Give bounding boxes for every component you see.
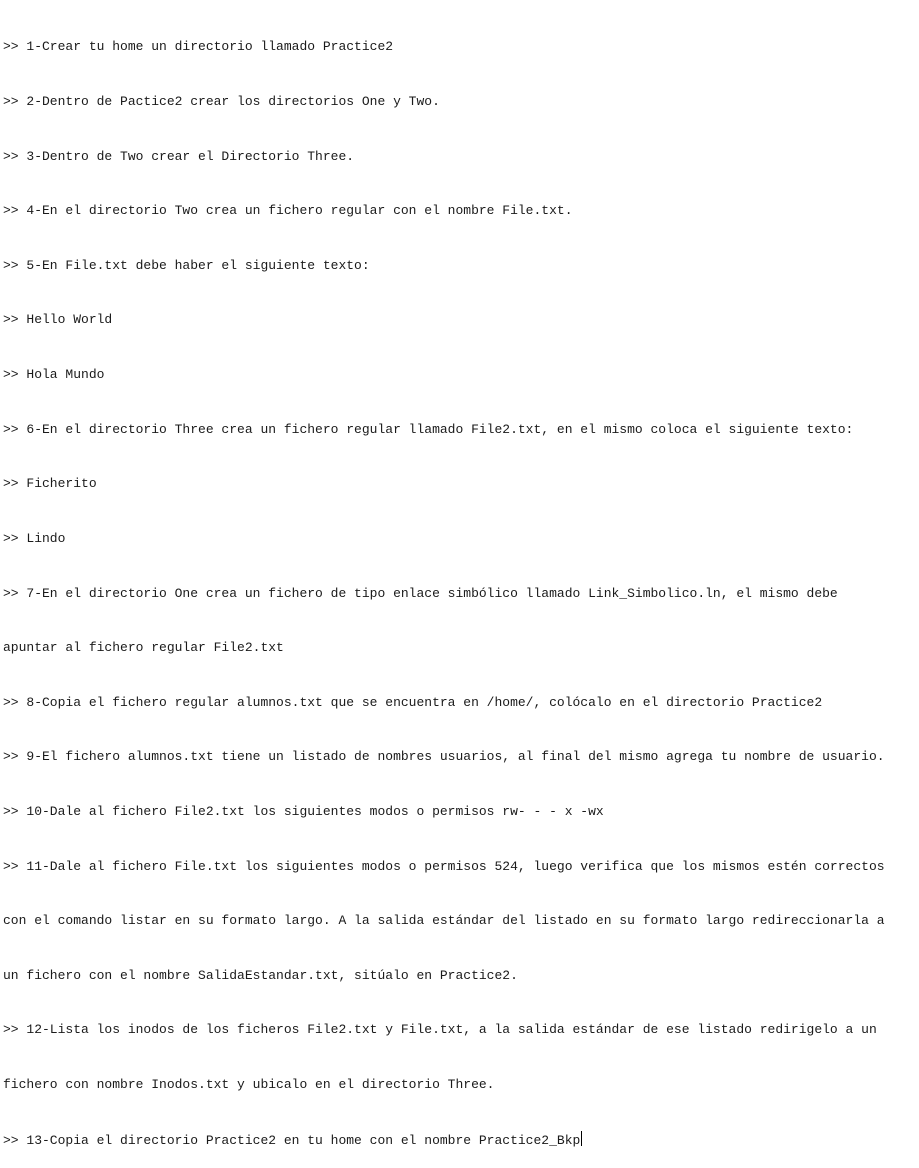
terminal-line: >> 5-En File.txt debe haber el siguiente texto: [3, 257, 370, 273]
terminal-line: >> Lindo [3, 530, 66, 546]
terminal-line: apuntar al fichero regular File2.txt [3, 640, 284, 656]
terminal-line: >> 11-Dale al fichero File.txt los siguientes modos o permisos 524, luego verifica que los mismos estén correctos [3, 858, 885, 874]
terminal-line: >> 3-Dentro de Two crear el Directorio Three. [3, 148, 355, 164]
terminal-line: >> 6-En el directorio Three crea un fichero regular llamado File2.txt, en el mismo coloca el siguiente texto: [3, 421, 854, 437]
terminal-line: >> Hola Mundo [3, 367, 105, 383]
terminal-line: >> Hello World [3, 312, 113, 328]
text-cursor [581, 1131, 582, 1146]
terminal-line: >> 8-Copia el fichero regular alumnos.txt que se encuentra en /home/, colócalo en el directorio Practice2 [3, 694, 823, 710]
terminal-line: >> Ficherito [3, 476, 97, 492]
terminal-line: >> 1-Crear tu home un directorio llamado Practice2 [3, 39, 394, 55]
terminal-line: >> 10-Dale al fichero File2.txt los siguientes modos o permisos rw- - - x -wx [3, 803, 604, 819]
terminal-line: fichero con nombre Inodos.txt y ubicalo en el directorio Three. [3, 1076, 495, 1092]
terminal-line: un fichero con el nombre SalidaEstandar.txt, sitúalo en Practice2. [3, 967, 518, 983]
terminal-line-text: >> 13-Copia el directorio Practice2 en tu home con el nombre Practice2_Bkp [3, 1132, 581, 1148]
terminal-line: >> 7-En el directorio One crea un fichero de tipo enlace simbólico llamado Link_Simbolico.ln, el mismo debe [3, 585, 838, 601]
terminal-line: >> 12-Lista los inodos de los ficheros File2.txt y File.txt, a la salida estándar de ese listado redirigelo a un [3, 1022, 877, 1038]
terminal-line: >> 4-En el directorio Two crea un fichero regular con el nombre File.txt. [3, 203, 573, 219]
terminal-line: >> 2-Dentro de Pactice2 crear los directorios One y Two. [3, 94, 440, 110]
terminal-last-line[interactable] [3, 1131, 919, 1150]
terminal-line: con el comando listar en su formato largo. A la salida estándar del listado en su formato largo redireccionarla a [3, 913, 885, 929]
terminal-line: >> 9-El fichero alumnos.txt tiene un listado de nombres usuarios, al final del mismo agrega tu nombre de usuario. [3, 749, 885, 765]
